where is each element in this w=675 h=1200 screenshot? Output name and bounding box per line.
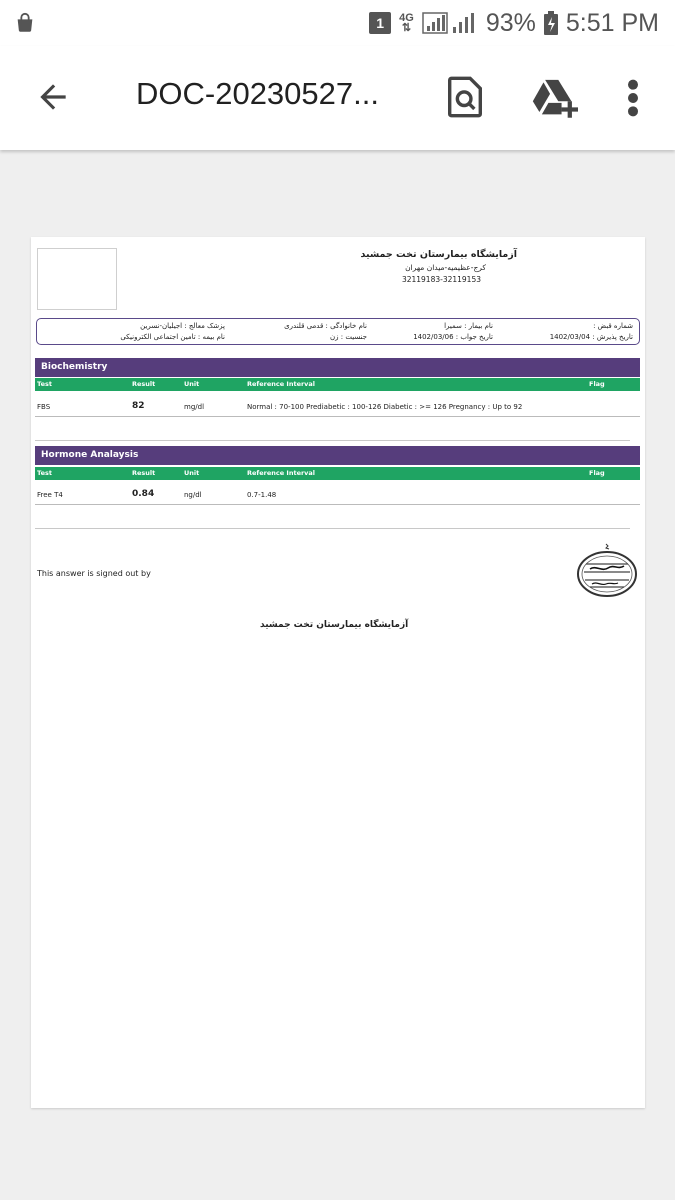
section-header-hormone: Hormone Analaysis xyxy=(35,446,640,465)
signal-strength-icon xyxy=(422,11,478,35)
test-reference: 0.7-1.48 xyxy=(247,491,277,499)
test-result: 82 xyxy=(132,401,145,411)
doctor-name: پزشک معالج : اجیلیان-نسرین xyxy=(140,322,225,330)
battery-charging-icon xyxy=(544,11,558,35)
col-reference: Reference Interval xyxy=(247,380,316,388)
col-result: Result xyxy=(132,469,156,477)
test-name: Free T4 xyxy=(37,491,63,499)
section-header-biochemistry: Biochemistry xyxy=(35,358,640,377)
receipt-number: شماره قبض : xyxy=(593,322,633,330)
table-row xyxy=(35,397,640,417)
network-label: 4G xyxy=(399,12,414,24)
gender: جنسیت : زن xyxy=(330,333,367,341)
test-unit: ng/dl xyxy=(184,491,202,499)
answer-date: تاریخ جواب : 1402/03/06 xyxy=(413,333,493,341)
status-bar xyxy=(0,0,675,46)
section-divider xyxy=(35,440,630,441)
column-header-row xyxy=(35,378,640,391)
signature-stamp-icon xyxy=(576,542,640,600)
battery-percentage: 93% xyxy=(485,8,536,37)
more-vert-icon[interactable] xyxy=(626,78,640,118)
find-in-page-icon[interactable] xyxy=(448,76,482,118)
col-flag: Flag xyxy=(589,469,605,477)
col-unit: Unit xyxy=(184,380,200,388)
back-arrow-icon[interactable] xyxy=(34,78,72,116)
col-unit: Unit xyxy=(184,469,200,477)
col-test: Test xyxy=(37,469,52,477)
network-type-icon: 4G ⇅ xyxy=(399,12,414,34)
lab-phone: 32119183-32119153 xyxy=(401,275,481,284)
col-reference: Reference Interval xyxy=(247,469,316,477)
test-reference: Normal : 70-100 Prediabetic : 100-126 Diabetic : >= 126 Pregnancy : Up to 92 xyxy=(247,403,523,411)
lab-name: آزمایشگاه بیمارستان تخت جمشید xyxy=(360,249,517,260)
footer-lab-name: آزمایشگاه بیمارستان تخت جمشید xyxy=(260,620,409,630)
shopping-bag-icon xyxy=(14,12,36,34)
patient-info-box xyxy=(36,318,640,345)
col-result: Result xyxy=(132,380,156,388)
sim-badge: 1 xyxy=(369,12,391,34)
test-unit: mg/dl xyxy=(184,403,205,411)
patient-name: نام بیمار : سمیرا xyxy=(444,322,493,330)
col-flag: Flag xyxy=(589,380,605,388)
insurance-name: نام بیمه : تامین اجتماعی الکترونیکی xyxy=(120,333,225,341)
app-bar xyxy=(0,46,675,150)
column-header-row xyxy=(35,467,640,480)
col-test: Test xyxy=(37,380,52,388)
test-result: 0.84 xyxy=(132,489,155,499)
family-name: نام خانوادگی : قدمی قلندری xyxy=(284,322,367,330)
document-page[interactable] xyxy=(31,237,645,1108)
document-title: DOC-20230527... xyxy=(136,76,379,111)
test-name: FBS xyxy=(37,403,51,411)
admission-date: تاریخ پذیرش : 1402/03/04 xyxy=(549,333,633,341)
clock: 5:51 PM xyxy=(565,8,659,37)
lab-logo-placeholder xyxy=(37,248,117,310)
section-divider xyxy=(35,528,630,529)
table-row xyxy=(35,485,640,505)
add-to-drive-icon[interactable] xyxy=(532,78,578,118)
signed-out-text: This answer is signed out by xyxy=(37,569,151,578)
lab-address: کرج-عظیمیه-میدان مهران xyxy=(405,263,486,272)
